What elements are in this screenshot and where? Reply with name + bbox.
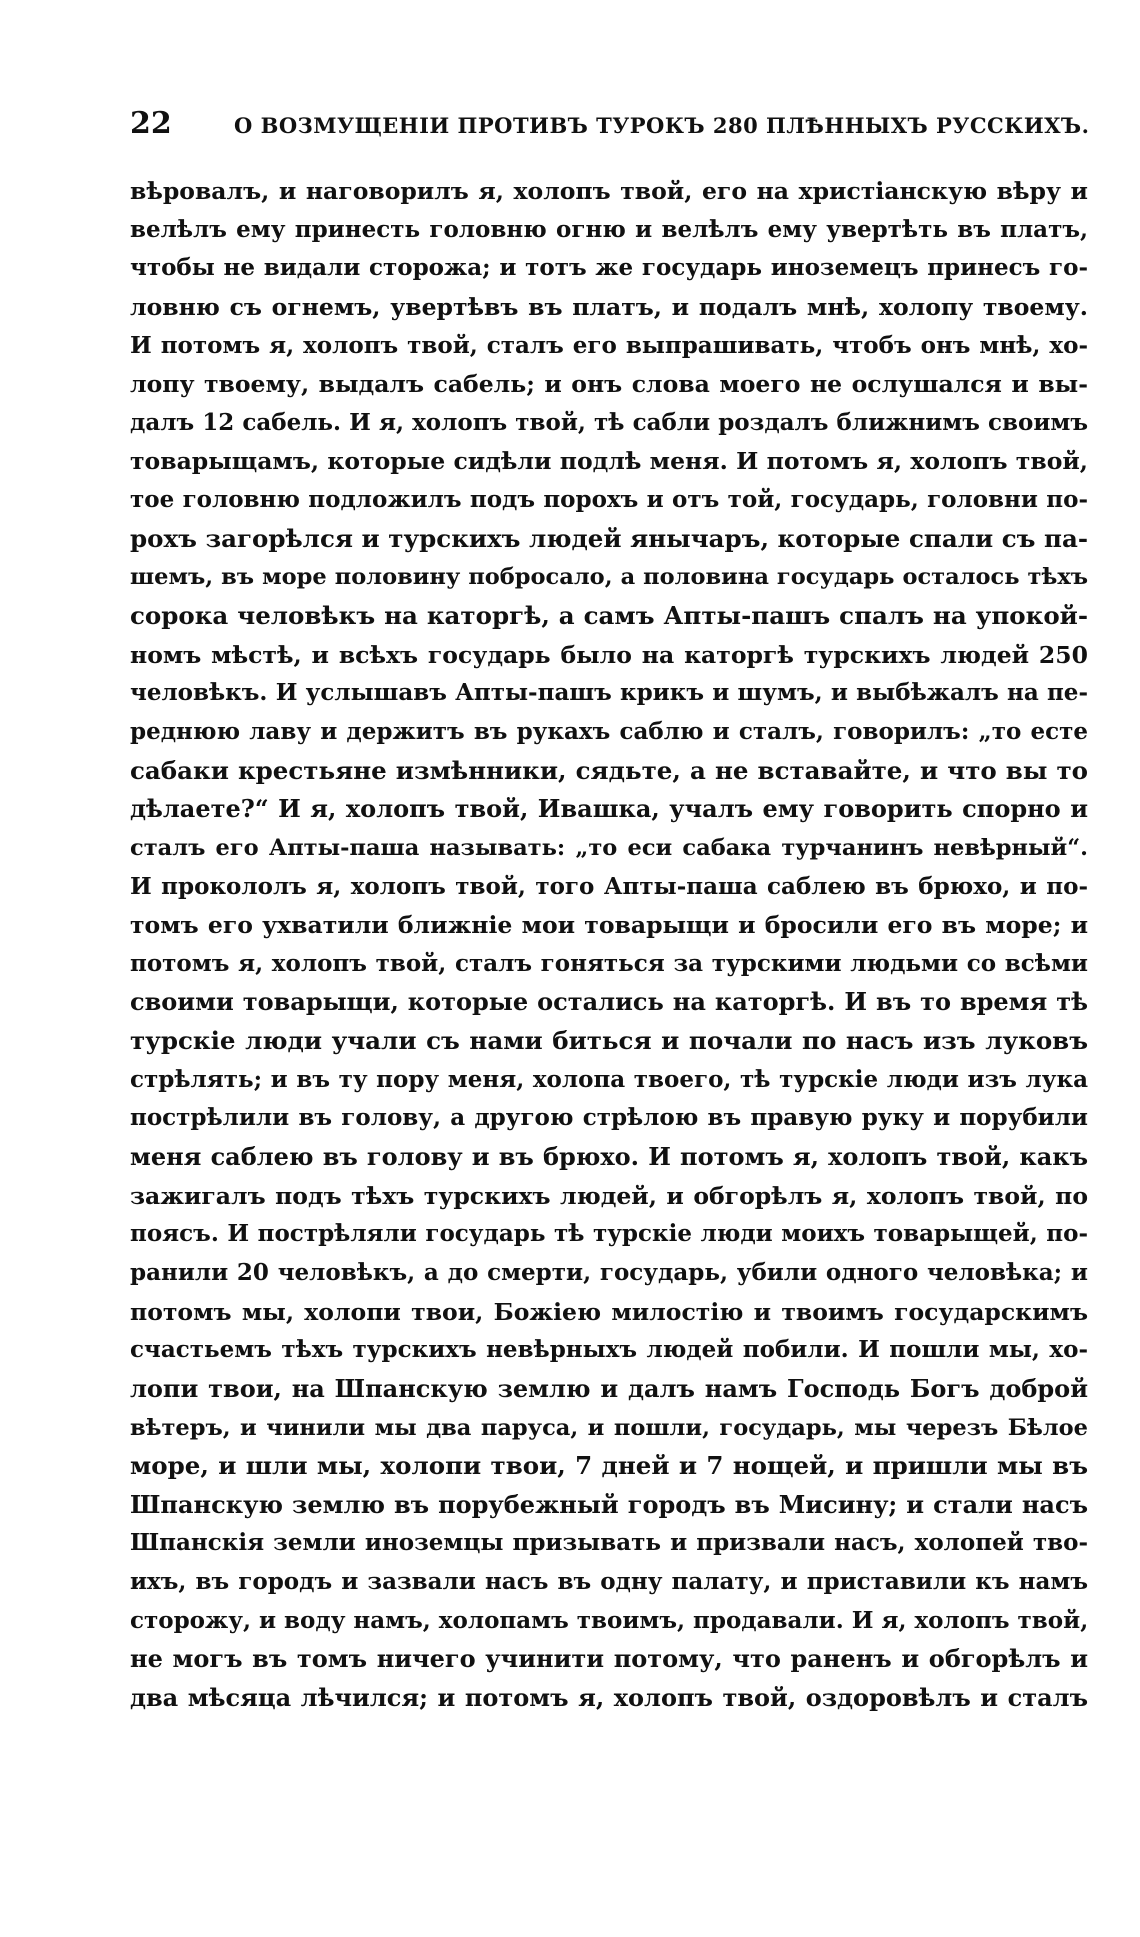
text-line: лопу твоему, выдалъ сабель; и онъ слова моего не ослушался и вы-: [130, 370, 1088, 399]
text-line: рохъ загорѣлся и турскихъ людей янычаръ, которые спали съ па-: [130, 523, 1088, 553]
text-line: ранили 20 человѣкъ, а до смерти, государь, убили одного человѣка; и: [130, 1258, 1088, 1286]
text-line: вѣровалъ, и наговорилъ я, холопъ твой, его на христіанскую вѣру и: [130, 177, 1088, 205]
text-line: турскіе люди учали съ нами биться и почали по насъ изъ луковъ: [130, 1026, 1088, 1056]
text-line: море, и шли мы, холопи твои, 7 дней и 7 нощей, и пришли мы въ: [130, 1451, 1088, 1481]
text-line: зажигалъ подъ тѣхъ турскихъ людей, и обгорѣлъ я, холопъ твой, по: [130, 1181, 1088, 1210]
text-line: потомъ я, холопъ твой, сталъ гоняться за турскими людьми со всѣми: [130, 949, 1088, 977]
page-header: [130, 104, 1090, 144]
text-line: ихъ, въ городъ и зазвали насъ въ одну палату, и приставили къ намъ: [130, 1568, 1088, 1596]
text-line: два мѣсяца лѣчился; и потомъ я, холопъ твой, оздоровѣлъ и сталъ: [130, 1682, 1088, 1712]
text-line: вѣтеръ, и чинили мы два паруса, и пошли, государь, мы черезъ Бѣлое: [130, 1414, 1088, 1441]
text-line: человѣкъ. И услышавъ Апты-пашъ крикъ и шумъ, и выбѣжалъ на пе-: [130, 679, 1088, 707]
text-line: далъ 12 сабель. И я, холопъ твой, тѣ сабли роздалъ ближнимъ своимъ: [130, 408, 1088, 436]
text-line: сталъ его Апты-паша называть: „то еси сабака турчанинъ невѣрный“.: [130, 834, 1088, 861]
text-line: шемъ, въ море половину побросало, а половина государь осталось тѣхъ: [130, 564, 1088, 591]
text-line: сорока человѣкъ на каторгѣ, а самъ Апты-пашъ спалъ на упокой-: [130, 601, 1088, 631]
text-line: счастьемъ тѣхъ турскихъ невѣрныхъ людей побили. И пошли мы, хо-: [130, 1336, 1088, 1364]
text-line: дѣлаете?“ И я, холопъ твой, Ивашка, учалъ ему говорить спорно и: [130, 794, 1088, 824]
text-line: пострѣлили въ голову, а другою стрѣлою въ правую руку и порубили: [130, 1104, 1088, 1132]
text-line: не могъ въ томъ ничего учинити потому, что раненъ и обгорѣлъ и: [130, 1644, 1088, 1674]
text-line: томъ его ухватили ближніе мои товарыщи и бросили его въ море; и: [130, 911, 1088, 940]
text-line: ловню съ огнемъ, увертѣвъ въ платъ, и подалъ мнѣ, холопу твоему.: [130, 292, 1088, 321]
text-line: Шпанскую землю въ порубежный городъ въ Мисину; и стали насъ: [130, 1489, 1088, 1519]
page-number: 22: [130, 106, 172, 141]
text-line: номъ мѣстѣ, и всѣхъ государь было на каторгѣ турскихъ людей 250: [130, 640, 1088, 669]
text-line: потомъ мы, холопи твои, Божіею милостію и твоимъ государскимъ: [130, 1297, 1088, 1326]
running-title: О ВОЗМУЩЕНІИ ПРОТИВЪ ТУРОКЪ 280 ПЛѢННЫХЪ РУССКИХЪ.: [234, 113, 1090, 138]
text-line: меня саблею въ голову и въ брюхо. И потомъ я, холопъ твой, какъ: [130, 1142, 1088, 1172]
text-line: И прокололъ я, холопъ твой, того Апты-паша саблею въ брюхо, и по-: [130, 872, 1088, 900]
text-line: реднюю лаву и держитъ въ рукахъ саблю и сталъ, говорилъ: „то есте: [130, 717, 1088, 745]
text-line: велѣлъ ему принесть головню огню и велѣлъ ему увертѣть въ платъ,: [130, 215, 1088, 243]
text-line: лопи твои, на Шпанскую землю и далъ намъ Господь Богъ доброй: [130, 1373, 1088, 1403]
text-line: чтобы не видали сторожа; и тотъ же государь иноземецъ принесъ го-: [130, 254, 1088, 282]
text-line: Шпанскія земли иноземцы призывать и призвали насъ, холопей тво-: [130, 1529, 1088, 1557]
body-text: [130, 172, 1088, 1718]
text-line: товарыщамъ, которые сидѣли подлѣ меня. И потомъ я, холопъ твой,: [130, 447, 1088, 476]
text-line: И потомъ я, холопъ твой, сталъ его выпрашивать, чтобъ онъ мнѣ, хо-: [130, 331, 1088, 359]
text-line: поясъ. И пострѣляли государь тѣ турскіе люди моихъ товарыщей, по-: [130, 1220, 1088, 1248]
text-line: сторожу, и воду намъ, холопамъ твоимъ, продавали. И я, холопъ твой,: [130, 1606, 1089, 1634]
text-line: своими товарыщи, которые остались на каторгѣ. И въ то время тѣ: [130, 987, 1088, 1017]
text-line: сабаки крестьяне измѣнники, сядьте, а не вставайте, и что вы то: [130, 755, 1088, 785]
text-line: тое головню подложилъ подъ порохъ и отъ той, государь, головни по-: [130, 486, 1088, 514]
text-line: стрѣлять; и въ ту пору меня, холопа твоего, тѣ турскіе люди изъ лука: [130, 1065, 1088, 1093]
